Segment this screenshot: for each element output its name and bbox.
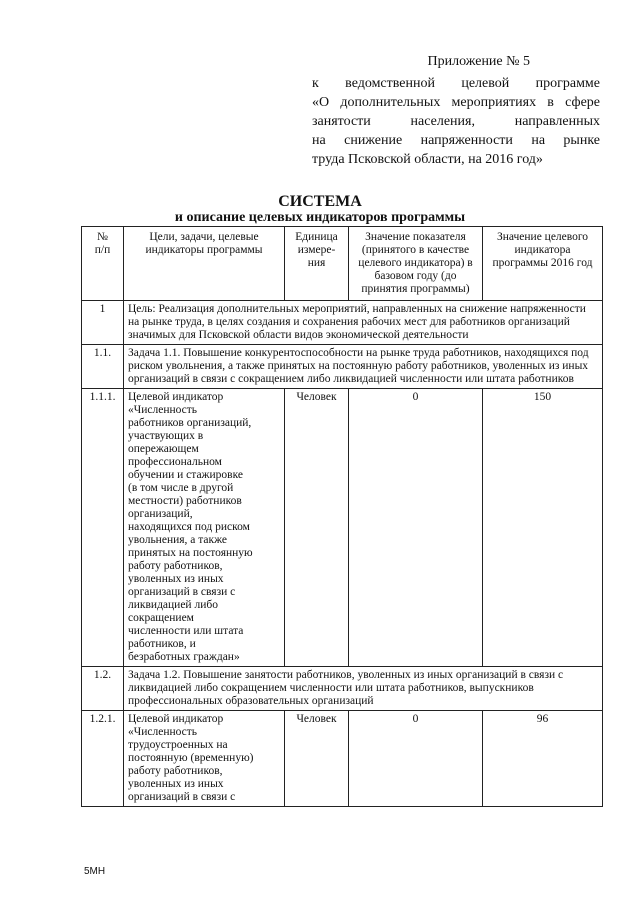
row-number: 1.1.1. xyxy=(82,389,124,667)
task-text: Задача 1.2. Повышение занятости работников, уволенных из иных организаций в связи с ликвидацией либо сокращением численности или штата работников, выпускников профессиональных образовательных организаций xyxy=(124,667,603,711)
goal-text: Цель: Реализация дополнительных мероприятий, направленных на снижение напряженности на рынке труда, в целях создания и сохранения рабочих мест для работников организаций значимых для Псковской области видов экономической деятельности xyxy=(124,301,603,345)
target-value-cell: 150 xyxy=(483,389,603,667)
base-value-cell: 0 xyxy=(349,389,483,667)
appendix-line: труда Псковской области, на 2016 год» xyxy=(312,152,543,167)
appendix-title: Приложение № 5 xyxy=(427,54,530,69)
document-title: СИСТЕМА xyxy=(278,193,362,210)
footer-code: 5МН xyxy=(84,866,106,877)
row-number: 1.1. xyxy=(82,345,124,389)
table-row xyxy=(82,345,603,389)
header-number: № п/п xyxy=(82,227,124,301)
table-row xyxy=(82,711,603,807)
target-value-cell: 96 xyxy=(483,711,603,807)
header-base-value: Значение показателя (принятого в качестве целевого индикатора) в базовом году (до принятия программы) xyxy=(349,227,483,301)
table-row xyxy=(82,389,603,667)
table-row xyxy=(82,667,603,711)
appendix-line: к ведомственной целевой программе xyxy=(312,76,600,91)
table-row xyxy=(82,301,603,345)
indicator-text: Целевой индикатор «Численность работников организаций, участвующих в опережающем профессиональном обучении и стажировке (в том числе в другой местности) работников организаций, находящихся под риском увольнения, а также принятых на постоянную работу работников, уволенных из иных организаций в связи с ликвидацией либо сокращением численности или штата работников, и безработных граждан» xyxy=(124,389,285,667)
indicator-text: Целевой индикатор «Численность трудоустроенных на постоянную (временную) работу работников, уволенных из иных организаций в связи с xyxy=(124,711,285,807)
base-value-cell: 0 xyxy=(349,711,483,807)
table-header-row xyxy=(82,227,603,301)
row-number: 1.2. xyxy=(82,667,124,711)
document-subtitle: и описание целевых индикаторов программы xyxy=(174,210,466,225)
unit-cell: Человек xyxy=(285,711,349,807)
appendix-line: «О дополнительных мероприятиях в сфере xyxy=(312,95,600,110)
header-unit: Единица измере- ния xyxy=(285,227,349,301)
indicators-table xyxy=(81,226,603,807)
header-target-value: Значение целевого индикатора программы 2016 год xyxy=(483,227,603,301)
row-number: 1.2.1. xyxy=(82,711,124,807)
appendix-line: занятости населения, направленных xyxy=(312,114,600,129)
task-text: Задача 1.1. Повышение конкурентоспособности на рынке труда работников, находящихся под риском увольнения, а также принятых на постоянную работу работников, уволенных из иных организаций в связи с сокращением либо ликвидацией численности или штата работников xyxy=(124,345,603,389)
unit-cell: Человек xyxy=(285,389,349,667)
row-number: 1 xyxy=(82,301,124,345)
header-goals: Цели, задачи, целевые индикаторы программы xyxy=(124,227,285,301)
appendix-line: на снижение напряженности на рынке xyxy=(312,133,600,148)
appendix-header xyxy=(312,52,600,169)
